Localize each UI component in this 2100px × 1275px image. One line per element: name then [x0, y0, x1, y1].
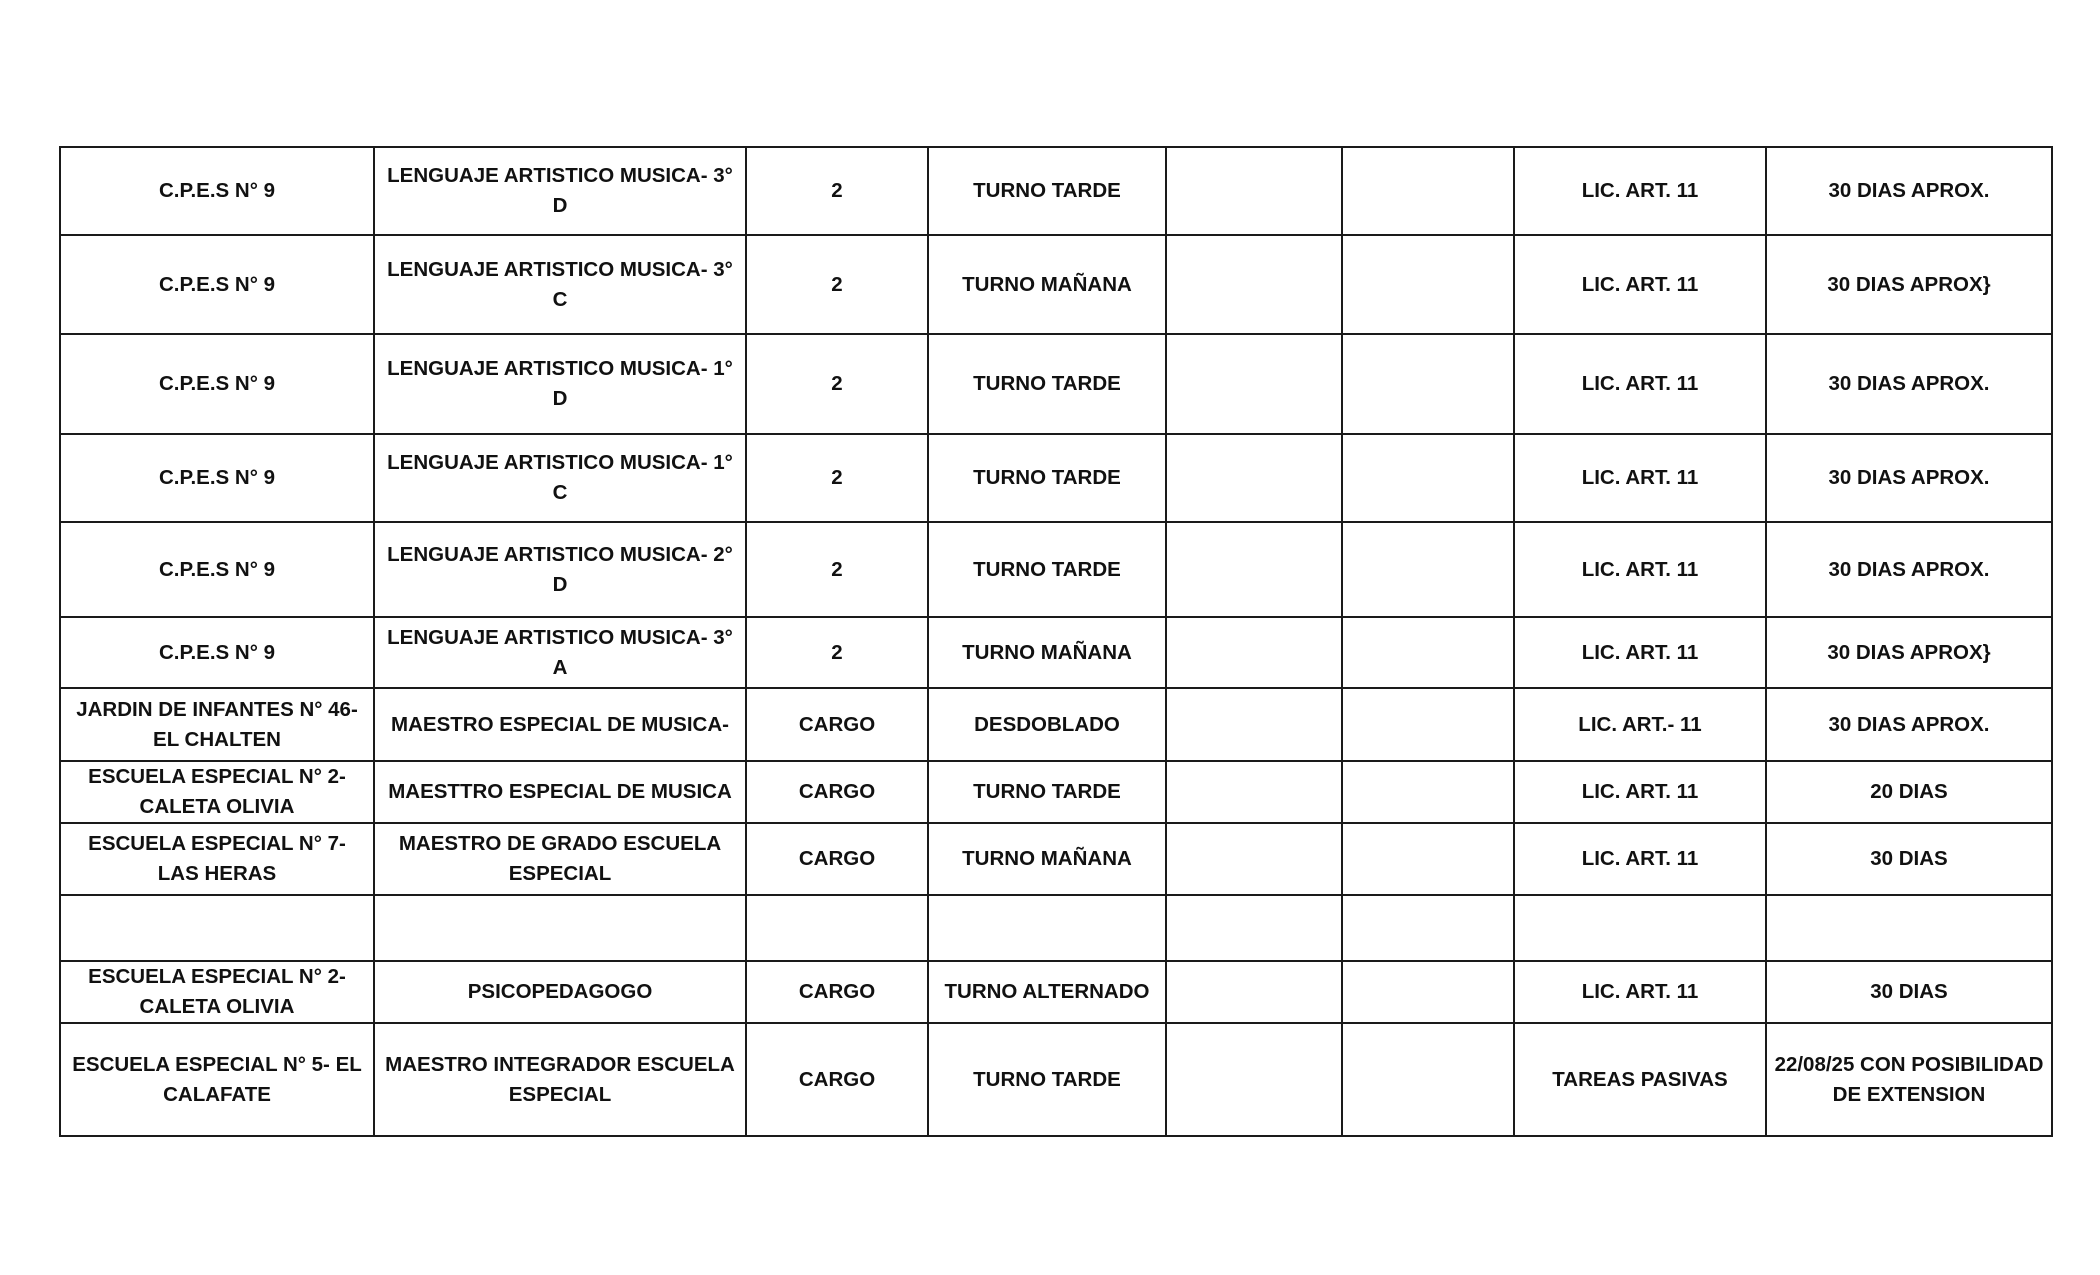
cell-school: C.P.E.S N° 9: [60, 334, 374, 434]
cell-duration: 30 DIAS APROX.: [1766, 147, 2052, 235]
cell-blank-6: [1342, 235, 1514, 334]
cell-reason: [1514, 895, 1766, 961]
cell-shift: TURNO TARDE: [928, 334, 1166, 434]
cell-school: ESCUELA ESPECIAL N° 7- LAS HERAS: [60, 823, 374, 895]
table-row: [60, 1023, 2052, 1136]
vacancies-table: [59, 146, 2053, 1137]
cell-school: C.P.E.S N° 9: [60, 147, 374, 235]
cell-subject: [374, 895, 746, 961]
cell-school: ESCUELA ESPECIAL N° 2- CALETA OLIVIA: [60, 761, 374, 823]
cell-hours: 2: [746, 235, 928, 334]
cell-duration: [1766, 895, 2052, 961]
cell-duration: 30 DIAS APROX.: [1766, 688, 2052, 761]
cell-shift: TURNO MAÑANA: [928, 617, 1166, 688]
cell-hours: CARGO: [746, 688, 928, 761]
cell-school: C.P.E.S N° 9: [60, 235, 374, 334]
cell-hours: 2: [746, 434, 928, 522]
cell-blank-6: [1342, 147, 1514, 235]
cell-blank-6: [1342, 334, 1514, 434]
cell-blank-5: [1166, 147, 1342, 235]
cell-subject: LENGUAJE ARTISTICO MUSICA- 3° A: [374, 617, 746, 688]
cell-reason: LIC. ART. 11: [1514, 434, 1766, 522]
cell-reason: LIC. ART. 11: [1514, 147, 1766, 235]
table-row: [60, 823, 2052, 895]
cell-hours: 2: [746, 147, 928, 235]
cell-shift: DESDOBLADO: [928, 688, 1166, 761]
cell-blank-5: [1166, 761, 1342, 823]
cell-blank-5: [1166, 434, 1342, 522]
cell-school: C.P.E.S N° 9: [60, 617, 374, 688]
cell-blank-5: [1166, 895, 1342, 961]
cell-reason: TAREAS PASIVAS: [1514, 1023, 1766, 1136]
cell-subject: LENGUAJE ARTISTICO MUSICA- 2° D: [374, 522, 746, 617]
cell-shift: TURNO TARDE: [928, 434, 1166, 522]
cell-hours: 2: [746, 334, 928, 434]
table-row: [60, 522, 2052, 617]
cell-subject: MAESTRO ESPECIAL DE MUSICA-: [374, 688, 746, 761]
table-row: [60, 961, 2052, 1023]
cell-hours: CARGO: [746, 1023, 928, 1136]
cell-hours: CARGO: [746, 761, 928, 823]
cell-hours: 2: [746, 617, 928, 688]
cell-blank-5: [1166, 334, 1342, 434]
cell-duration: 30 DIAS APROX}: [1766, 235, 2052, 334]
cell-shift: TURNO TARDE: [928, 522, 1166, 617]
table-row: [60, 617, 2052, 688]
cell-subject: MAESTRO INTEGRADOR ESCUELA ESPECIAL: [374, 1023, 746, 1136]
cell-blank-5: [1166, 688, 1342, 761]
cell-blank-5: [1166, 617, 1342, 688]
table-row: [60, 434, 2052, 522]
cell-duration: 20 DIAS: [1766, 761, 2052, 823]
cell-school: C.P.E.S N° 9: [60, 522, 374, 617]
cell-blank-5: [1166, 522, 1342, 617]
cell-duration: 30 DIAS APROX}: [1766, 617, 2052, 688]
cell-blank-6: [1342, 1023, 1514, 1136]
cell-blank-5: [1166, 961, 1342, 1023]
cell-subject: MAESTTRO ESPECIAL DE MUSICA: [374, 761, 746, 823]
cell-school: C.P.E.S N° 9: [60, 434, 374, 522]
cell-duration: 30 DIAS APROX.: [1766, 334, 2052, 434]
cell-shift: TURNO TARDE: [928, 147, 1166, 235]
cell-blank-6: [1342, 688, 1514, 761]
cell-duration: 22/08/25 CON POSIBILIDAD DE EXTENSION: [1766, 1023, 2052, 1136]
cell-blank-6: [1342, 961, 1514, 1023]
cell-subject: LENGUAJE ARTISTICO MUSICA- 1° D: [374, 334, 746, 434]
cell-school: [60, 895, 374, 961]
cell-blank-6: [1342, 823, 1514, 895]
cell-duration: 30 DIAS APROX.: [1766, 522, 2052, 617]
cell-duration: 30 DIAS: [1766, 823, 2052, 895]
cell-subject: MAESTRO DE GRADO ESCUELA ESPECIAL: [374, 823, 746, 895]
cell-blank-5: [1166, 823, 1342, 895]
cell-reason: LIC. ART. 11: [1514, 617, 1766, 688]
cell-reason: LIC. ART. 11: [1514, 761, 1766, 823]
cell-shift: [928, 895, 1166, 961]
cell-school: ESCUELA ESPECIAL N° 5- EL CALAFATE: [60, 1023, 374, 1136]
table-row: [60, 147, 2052, 235]
cell-shift: TURNO MAÑANA: [928, 235, 1166, 334]
cell-shift: TURNO TARDE: [928, 761, 1166, 823]
table-row: [60, 334, 2052, 434]
cell-blank-6: [1342, 895, 1514, 961]
cell-subject: PSICOPEDAGOGO: [374, 961, 746, 1023]
cell-hours: [746, 895, 928, 961]
cell-reason: LIC. ART. 11: [1514, 522, 1766, 617]
cell-hours: CARGO: [746, 961, 928, 1023]
cell-subject: LENGUAJE ARTISTICO MUSICA- 3° D: [374, 147, 746, 235]
table-row: [60, 761, 2052, 823]
cell-blank-5: [1166, 235, 1342, 334]
table-row-empty: [60, 895, 2052, 961]
cell-blank-6: [1342, 522, 1514, 617]
table-row: [60, 235, 2052, 334]
table-body: [60, 147, 2052, 1136]
cell-school: ESCUELA ESPECIAL N° 2- CALETA OLIVIA: [60, 961, 374, 1023]
cell-shift: TURNO TARDE: [928, 1023, 1166, 1136]
cell-blank-6: [1342, 617, 1514, 688]
cell-blank-6: [1342, 761, 1514, 823]
cell-shift: TURNO MAÑANA: [928, 823, 1166, 895]
cell-blank-5: [1166, 1023, 1342, 1136]
cell-reason: LIC. ART.- 11: [1514, 688, 1766, 761]
cell-shift: TURNO ALTERNADO: [928, 961, 1166, 1023]
cell-subject: LENGUAJE ARTISTICO MUSICA- 1° C: [374, 434, 746, 522]
cell-reason: LIC. ART. 11: [1514, 823, 1766, 895]
cell-subject: LENGUAJE ARTISTICO MUSICA- 3° C: [374, 235, 746, 334]
cell-hours: 2: [746, 522, 928, 617]
cell-hours: CARGO: [746, 823, 928, 895]
cell-school: JARDIN DE INFANTES N° 46- EL CHALTEN: [60, 688, 374, 761]
cell-duration: 30 DIAS: [1766, 961, 2052, 1023]
cell-reason: LIC. ART. 11: [1514, 334, 1766, 434]
cell-blank-6: [1342, 434, 1514, 522]
cell-duration: 30 DIAS APROX.: [1766, 434, 2052, 522]
table-row: [60, 688, 2052, 761]
cell-reason: LIC. ART. 11: [1514, 961, 1766, 1023]
cell-reason: LIC. ART. 11: [1514, 235, 1766, 334]
